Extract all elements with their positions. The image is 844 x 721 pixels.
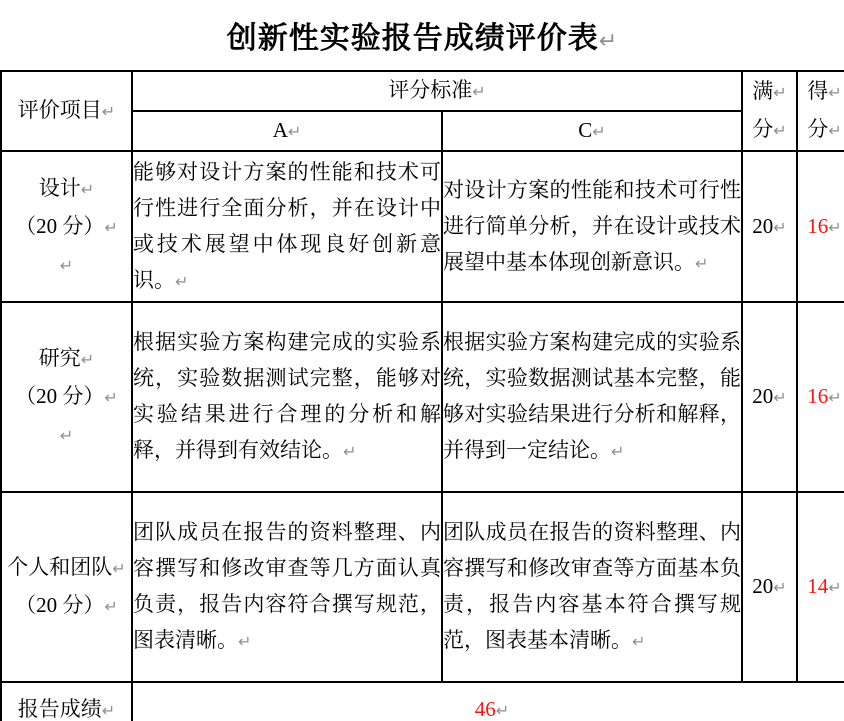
cell-team-criteria-c: 团队成员在报告的资料整理、内容撰写和修改审查等方面基本负责，报告内容基本符合撰写规范，图表基本清晰。↵ — [442, 492, 742, 682]
total-score-value: 46 — [474, 696, 496, 721]
evaluation-table — [0, 70, 844, 721]
header-score-line1: 得↵ — [807, 79, 842, 103]
paragraph-mark-icon: ↵ — [632, 632, 646, 651]
research-item-line3 — [2, 416, 131, 454]
design-item-line2: （20 分）↵ — [15, 213, 118, 238]
total-label: 报告成绩 — [17, 696, 102, 721]
paragraph-mark-icon: ↵ — [104, 388, 118, 407]
team-item-line1: 个人和团队↵ — [7, 555, 126, 579]
page-title-text: 创新性实验报告成绩评价表 — [226, 22, 599, 55]
header-cell-grade-a — [132, 111, 442, 151]
paragraph-mark-icon: ↵ — [773, 83, 787, 102]
paragraph-mark-icon: ↵ — [101, 102, 116, 121]
research-item-line2: （20 分）↵ — [15, 384, 118, 408]
cell-research-full-marks: 20↵ — [742, 302, 797, 492]
paragraph-mark-icon: ↵ — [104, 597, 118, 616]
paragraph-mark-icon: ↵ — [773, 121, 787, 140]
cell-design-score — [797, 151, 844, 302]
cell-total-label — [1, 682, 132, 721]
paragraph-mark-icon: ↵ — [611, 442, 625, 461]
table-row-design — [1, 151, 844, 302]
paragraph-mark-icon: ↵ — [472, 82, 486, 101]
cell-research-item — [1, 302, 132, 492]
grade-c-label: C — [578, 118, 593, 142]
table-row-research — [1, 302, 844, 492]
header-row-1 — [1, 71, 844, 111]
header-full-line1: 满↵ — [752, 79, 787, 103]
cell-design-item — [1, 151, 132, 302]
team-item-line2: （20 分）↵ — [15, 593, 118, 617]
paragraph-mark-icon: ↵ — [773, 217, 787, 237]
header-item-label: 评价项目 — [17, 98, 102, 122]
team-score-value: 14 — [807, 574, 829, 598]
cell-research-score — [797, 302, 844, 492]
header-score-line2: 分↵ — [807, 117, 842, 141]
research-score-value: 16 — [807, 384, 829, 408]
header-cell-score — [797, 71, 844, 151]
header-criteria-label: 评分标准 — [388, 78, 473, 102]
header-cell-item — [1, 71, 132, 151]
paragraph-mark-icon: ↵ — [828, 388, 842, 407]
paragraph-mark-icon: ↵ — [592, 122, 606, 141]
header-full-line2: 分↵ — [752, 117, 787, 141]
cell-design-criteria-a: 能够对设计方案的性能和技术可行性进行全面分析，并在设计中或技术展望中体现良好创新意识。↵ — [132, 151, 442, 302]
cell-design-criteria-c: 对设计方案的性能和技术可行性进行简单分析，并在设计或技术展望中基本体现创新意识。↵ — [442, 151, 742, 302]
design-item-line1: 设计↵ — [38, 175, 95, 200]
paragraph-mark-icon: ↵ — [112, 559, 126, 578]
cell-team-full-marks: 20↵ — [742, 492, 797, 682]
paragraph-mark-icon: ↵ — [495, 700, 510, 720]
paragraph-mark-icon: ↵ — [343, 442, 357, 461]
paragraph-mark-icon: ↵ — [695, 253, 709, 273]
paragraph-mark-icon: ↵ — [104, 217, 118, 237]
page-title — [227, 13, 617, 57]
header-cell-grade-c — [442, 111, 742, 151]
paragraph-mark-icon: ↵ — [80, 350, 95, 369]
cell-team-item — [1, 492, 132, 682]
cell-team-score — [797, 492, 844, 682]
paragraph-mark-icon: ↵ — [175, 271, 189, 291]
cell-research-criteria-c: 根据实验方案构建完成的实验系统，实验数据测试基本完整，能够对实验结果进行分析和解释，并得到一定结论。↵ — [442, 302, 742, 492]
cell-design-full-marks: 20↵ — [742, 151, 797, 302]
paragraph-mark-icon: ↵ — [828, 121, 842, 140]
paragraph-mark-icon: ↵ — [80, 179, 95, 199]
header-cell-full-marks — [742, 71, 797, 151]
paragraph-mark-icon: ↵ — [598, 29, 618, 54]
table-row-team — [1, 492, 844, 682]
paragraph-mark-icon: ↵ — [238, 632, 252, 651]
grade-a-label: A — [272, 118, 288, 142]
title-bar — [0, 0, 844, 70]
cell-team-criteria-a: 团队成员在报告的资料整理、内容撰写和修改审查等几方面认真负责，报告内容符合撰写规范，图表清晰。↵ — [132, 492, 442, 682]
research-item-line1: 研究↵ — [38, 346, 95, 370]
paragraph-mark-icon: ↵ — [828, 83, 842, 102]
table-row-total — [1, 682, 844, 721]
cell-research-criteria-a: 根据实验方案构建完成的实验系统，实验数据测试完整，能够对实验结果进行合理的分析和解释，并得到有效结论。↵ — [132, 302, 442, 492]
cell-total-score — [132, 682, 844, 721]
paragraph-mark-icon: ↵ — [59, 255, 74, 275]
header-cell-criteria — [132, 71, 742, 111]
paragraph-mark-icon: ↵ — [773, 578, 787, 597]
design-score-value: 16 — [807, 213, 829, 238]
paragraph-mark-icon: ↵ — [828, 217, 842, 237]
paragraph-mark-icon: ↵ — [773, 388, 787, 407]
design-item-line3 — [2, 246, 131, 284]
paragraph-mark-icon: ↵ — [828, 578, 842, 597]
paragraph-mark-icon: ↵ — [287, 122, 302, 141]
paragraph-mark-icon: ↵ — [59, 426, 74, 445]
paragraph-mark-icon: ↵ — [101, 700, 116, 720]
